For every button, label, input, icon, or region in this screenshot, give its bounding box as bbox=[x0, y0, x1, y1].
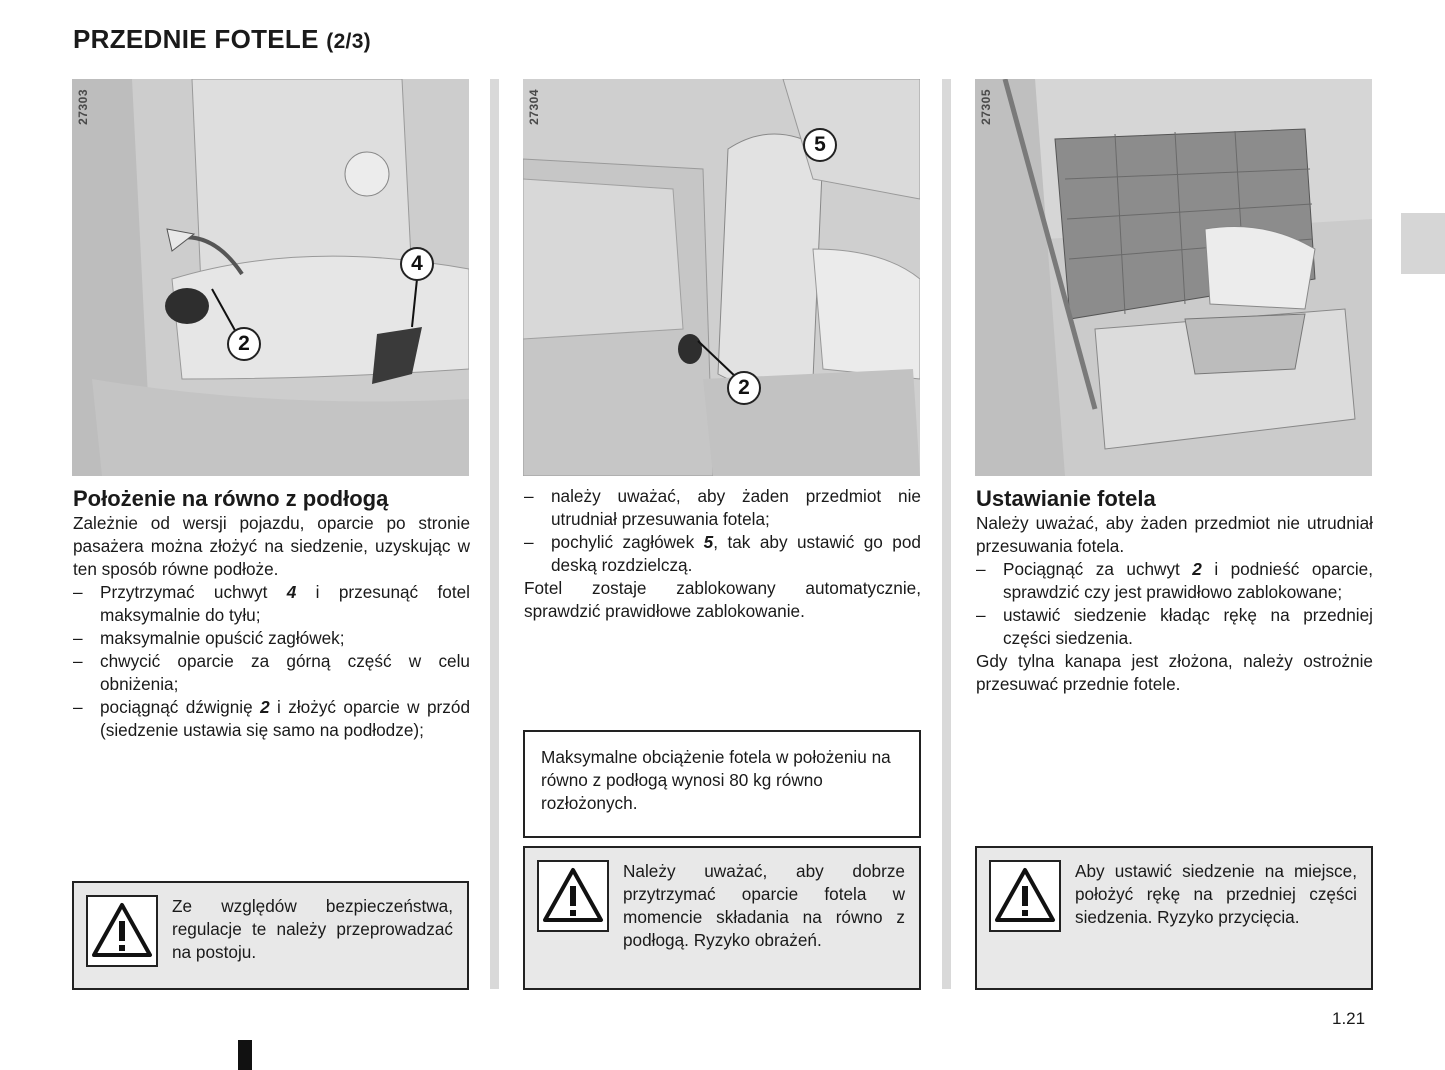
page-title-text: PRZEDNIE FOTELE bbox=[73, 24, 319, 54]
outro-paragraph: Fotel zostaje zablokowany automatycznie, sprawdzić prawidłowe zablokowanie. bbox=[524, 578, 921, 621]
column-3 bbox=[976, 485, 1373, 696]
callout-2: 2 bbox=[727, 371, 761, 405]
column-2 bbox=[524, 485, 921, 623]
intro-paragraph: Zależnie od wersji pojazdu, oparcie po stronie pasażera można złożyć na siedzenie, uzyskując w ten sposób równe podłoże. bbox=[73, 513, 470, 579]
warning-text: Ze względów bezpieczeństwa, regulacje te należy przeprowadzać na postoju. bbox=[172, 896, 453, 962]
page-number: 1.21 bbox=[1332, 1009, 1366, 1028]
seat-illustration-2 bbox=[523, 79, 920, 476]
list-item: – ustawić siedzenie kładąc rękę na przedniej części siedzenia. bbox=[976, 604, 1373, 650]
note-text: Maksymalne obciążenie fotela w położeniu na równo z podłogą wynosi 80 kg równo rozłożonych. bbox=[541, 747, 891, 813]
warning-text: Aby ustawić siedzenie na miejsce, położyć rękę na przedniej części siedzenia. Ryzyko przycięcia. bbox=[1075, 861, 1357, 927]
list-item: – należy uważać, aby żaden przedmiot nie utrudniał przesuwania fotela; bbox=[524, 485, 921, 531]
column-divider bbox=[942, 79, 951, 989]
list-item: – chwycić oparcie za górną część w celu obniżenia; bbox=[73, 650, 470, 696]
figure-seat-folded bbox=[523, 79, 920, 476]
callout-2: 2 bbox=[227, 327, 261, 361]
edge-marker bbox=[238, 1040, 252, 1070]
figure-code: 27303 bbox=[76, 89, 90, 125]
figure-cargo-floor bbox=[975, 79, 1372, 476]
warning-box bbox=[523, 846, 921, 990]
list-item: – pociągnąć dźwignię 2 i złożyć oparcie w przód (siedzenie ustawia się samo na podłodze); bbox=[73, 696, 470, 742]
seat-illustration-3 bbox=[975, 79, 1372, 476]
intro-paragraph: Należy uważać, aby żaden przedmiot nie utrudniał przesuwania fotela. bbox=[976, 513, 1373, 556]
callout-5: 5 bbox=[803, 128, 837, 162]
load-note-box bbox=[523, 730, 921, 838]
step-list bbox=[524, 485, 921, 577]
list-item: – Pociągnąć za uchwyt 2 i podnieść oparcie, sprawdzić czy jest prawidłowo zablokowane; bbox=[976, 558, 1373, 604]
list-item: – maksymalnie opuścić zagłówek; bbox=[73, 627, 470, 650]
figure-seat-handle bbox=[72, 79, 469, 476]
callout-4: 4 bbox=[400, 247, 434, 281]
warning-triangle-icon bbox=[537, 860, 609, 932]
page-title bbox=[73, 24, 371, 55]
step-list bbox=[976, 558, 1373, 650]
step-list bbox=[73, 581, 470, 742]
column-divider bbox=[490, 79, 499, 989]
warning-triangle-icon bbox=[989, 860, 1061, 932]
figure-code: 27305 bbox=[979, 89, 993, 125]
list-item: – Przytrzymać uchwyt 4 i przesunąć fotel maksymalnie do tyłu; bbox=[73, 581, 470, 627]
warning-box bbox=[72, 881, 469, 990]
column-1 bbox=[73, 485, 470, 742]
section-heading: Położenie na równo z podłogą bbox=[73, 486, 389, 511]
page-title-suffix: (2/3) bbox=[326, 30, 371, 53]
warning-triangle-icon bbox=[86, 895, 158, 967]
section-heading: Ustawianie fotela bbox=[976, 486, 1156, 511]
outro-paragraph: Gdy tylna kanapa jest złożona, należy ostrożnie przesuwać przednie fotele. bbox=[976, 651, 1373, 694]
list-item: – pochylić zagłówek 5, tak aby ustawić go pod deską rozdzielczą. bbox=[524, 531, 921, 577]
figure-code: 27304 bbox=[527, 89, 541, 125]
warning-text: Należy uważać, aby dobrze przytrzymać oparcie fotela w momencie składania na równo z podłogą. Ryzyko obrażeń. bbox=[623, 861, 905, 950]
warning-box bbox=[975, 846, 1373, 990]
chapter-tab bbox=[1401, 213, 1445, 274]
